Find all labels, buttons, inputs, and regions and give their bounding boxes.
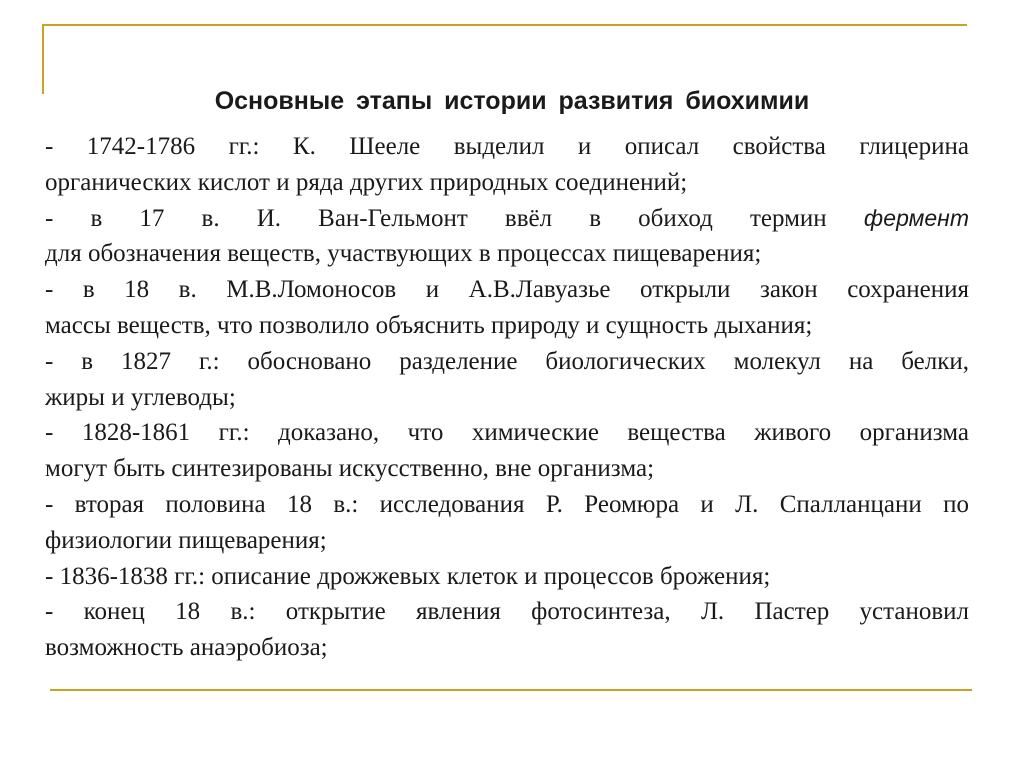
slide-title: Основные этапы истории развития биохимии	[214, 87, 810, 115]
entry-line: возможность анаэробиоза;	[45, 634, 328, 662]
list-item	[45, 559, 969, 595]
entry-line: для обозначения веществ, участвующих в процессах пищеварения;	[45, 240, 762, 268]
entry-line: физиологии пищеварения;	[45, 526, 327, 554]
term-ferment: фермент	[863, 204, 969, 231]
entry-line	[45, 201, 969, 237]
entry-line: жиры и углеводы;	[45, 383, 236, 411]
entry-text: - в 17 в. И. Ван-Гельмонт ввёл в обиход термин	[45, 204, 827, 232]
list-item	[45, 129, 969, 201]
list-item	[45, 272, 969, 344]
entry-line: могут быть синтезированы искусственно, вне организма;	[45, 455, 655, 483]
entry-line: - вторая половина 18 в.: исследования Р. Реомюра и Л. Спалланцани по	[45, 490, 969, 518]
entry-line: - 1828-1861 гг.: доказано, что химические вещества живого организма	[45, 419, 969, 447]
list-item	[45, 344, 969, 416]
list-item	[45, 487, 969, 559]
top-decorative-rule	[42, 24, 967, 26]
left-decorative-rule	[42, 24, 44, 94]
list-item	[45, 201, 969, 273]
bottom-decorative-rule	[50, 689, 972, 691]
entry-line: массы веществ, что позволило объяснить природу и сущность дыхания;	[45, 311, 813, 339]
entry-line: - в 18 в. М.В.Ломоносов и А.В.Лавуазье открыли закон сохранения	[45, 276, 969, 304]
list-item	[45, 594, 969, 666]
entry-line: - в 1827 г.: обосновано разделение биологических молекул на белки,	[45, 347, 969, 375]
entry-line: органических кислот и ряда других природных соединений;	[45, 168, 688, 196]
list-item	[45, 415, 969, 487]
entry-line: - конец 18 в.: открытие явления фотосинтеза, Л. Пастер установил	[45, 598, 969, 626]
entry-line: - 1742-1786 гг.: К. Шееле выделил и описал свойства глицерина	[45, 133, 969, 160]
slide-body	[45, 129, 969, 666]
entry-line: - 1836-1838 гг.: описание дрожжевых клеток и процессов брожения;	[45, 562, 771, 590]
